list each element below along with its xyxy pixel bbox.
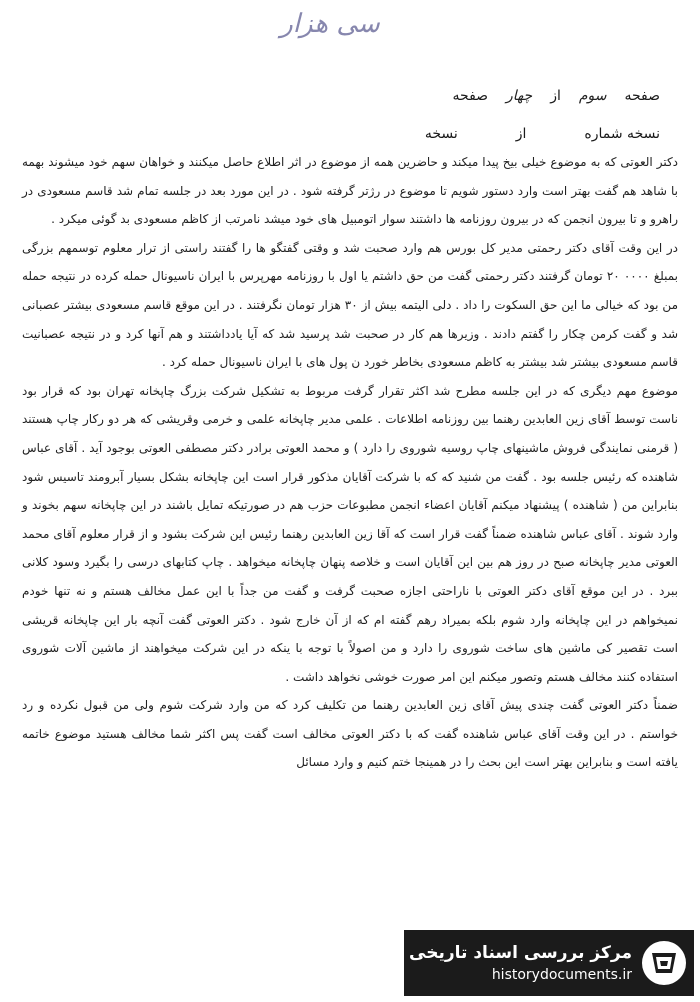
watermark-url: historydocuments.ir — [491, 967, 632, 983]
page-number: سوم — [578, 88, 607, 104]
archive-emblem-icon — [640, 939, 688, 987]
paragraph-2: در این وقت آقای دکتر رحمتی مدیر کل بورس هم وارد صحبت شد و وقتی گفتگو ها را گفتند راستی از ترار معلوم توسمهم بزرگی بمبلغ ۰۰۰۰ ۲۰ تومان گرفتند دکتر رحمتی گفت من حق داشتم یا اول با روزنامه مهرپرس با ایران ناسیونال حمله کرده در نتیجه حمله من بود که خیالی ما این حق السکوت را داد . دلی الیتمه بیش از ۳۰ هزار تومان نگرفتند . در این موقع قاسم مسعودی بیشتر عصبانی شد و گفت کرمن چکار را گفتم دادند . وزیرها هم کار در صحبت شد پرسید شد که آیا یادداشتند و هم آنها کرد و در نتیجه عصبانیت قاسم مسعودی بیشتر شد بیشتر به کاظم مسعودی بخاطر خورد ن پول های با ایران ناسیونال حمله کرد . — [22, 240, 678, 370]
paragraph-4: ضمناً دکتر العوتی گفت چندی پیش آقای زین العابدین رهنما من تکلیف کرد که من وارد شرکت شوم ولی من قبول نکرده و رد خواستم . در این وقت آقای عباس شاهنده گفت که با دکتر العوتی مخالف است گفت پس اکثر شما مخالف هستید موضوع خاتمه یافته است و بنابراین بهتر است این بحث را در همینجا ختم کنیم و وارد مسائل — [22, 698, 678, 770]
page-label: صفحه — [624, 88, 660, 104]
watermark-title: مرکز بررسی اسناد تاریخی — [409, 943, 632, 963]
copy-suffix: نسخه — [424, 126, 458, 142]
page-number-line — [320, 84, 660, 108]
copy-label: نسخه شماره — [584, 126, 660, 142]
copy-of-label: از — [515, 126, 527, 142]
copy-number-line — [320, 122, 660, 146]
page-suffix: صفحه — [452, 88, 489, 104]
watermark-logo — [404, 930, 694, 996]
page-of-label: از — [550, 88, 561, 104]
paragraph-3: موضوع مهم دیگری که در این جلسه مطرح شد اکثر تقرار گرفت مربوط به تشکیل شرکت بزرگ چاپخانه تهران بود که قرار بود ناست توسط آقای زین العابدین رهنما بین روزنامه اطلاعات . علمی مدیر چاپخانه علمی و خرمی وقریشی که هر دو رکار چاپ هستند ( قرمنی نمایندگی فروش ماشینهای چاپ روسیه شوروی را دارد ) و محمد العوتی برادر دکتر مصطفی العوتی بوجود آید . آقای عباس شاهنده که رئیس جلسه بود . گفت من شنید که که با شرکت آقایان مذکور قرار است این چاپخانه بشکل بسیار آبرومند تاسیس شود بنابراین من ( شاهنده ) پیشنهاد میکنم آقایان اعضاء انجمن مطبوعات حزب هم در صورتیکه تمایل باشند در این چاپخانه سهم بخوند و وارد شوند . آقای عباس شاهنده ضمناً گفت قرار است که آقا زین العابدین رهنما رئیس این شرکت بشود و از قرار معلوم آقای محمد العوتی مدیر چاپخانه صبح در روز هم بین این آقایان است و خلاصه پنهان چاپخانه میخواهد . چاپ کتابهای درسی را بگیرد وسود کلانی ببرد . در این موقع آقای دکتر العوتی با ناراحتی اجازه صحبت گرفت و گفت من جداً با این عمل مخالف هستم و نه تنها خودم نمیخواهم در این چاپخانه وارد شوم بلکه بمیراد رهم گفته ام که از آن خارج شود . دکتر العوتی گفت آنچه بار این چاپخانه قریشی است تقصیر کی ماشین های ساخت شوروی را دارد و من اصولاً با توجه با ینکه در این شرکت میخواهند از ماشین آلات شوروی استفاده کنند مخالف هستم وتصور میکنم این امر صورت خوشی نخواهد داشت . — [22, 383, 678, 684]
page-total: چهار — [506, 88, 533, 104]
watermark-text — [409, 941, 632, 985]
paragraph-1: دکتر العوتی که به موضوع خیلی بیخ پیدا میکند و حاضرین همه از موضوع در اثر اطلاع حاصل میکنند و خواهان سهم خود میشوند بهمه با شاهد هم گفت بهتر است وارد دستور شویم تا موضوع در رژتر گرفته شود . در این مورد بعد در جلسه تمام شد قاسم مسعودی در راهرو و تا بیرون انجمن که در بیرون روزنامه ها داشتند سوار اتومبیل های خود میشد نامرتب از کاظم مسعودی بد گوئی میکرد . — [22, 155, 678, 227]
handwritten-annotation: سی هزار — [280, 9, 380, 39]
document-body — [22, 148, 678, 777]
